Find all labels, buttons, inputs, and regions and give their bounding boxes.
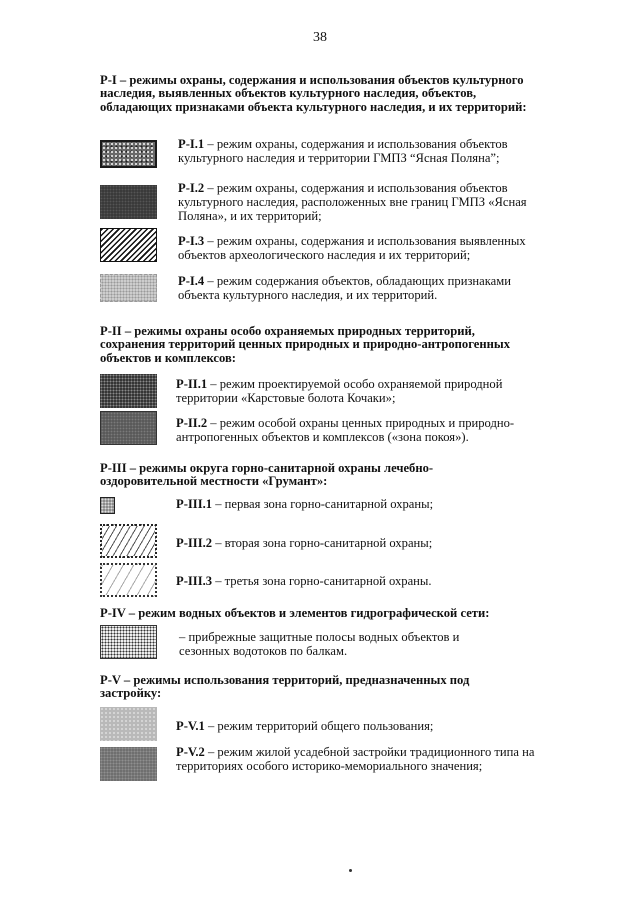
legend-description: – режим жилой усадебной застройки традиционного типа на территориях особого историко-мемориального значения; <box>176 745 535 773</box>
section-heading-r1: Р-I – режимы охраны, содержания и использования объектов культурного наследия, выявленных объектов культурного наследия, объектов, обладающих признаками объекта культурного наследия, и их территорий: <box>100 73 527 114</box>
legend-text-r1-3 <box>178 234 550 262</box>
page-number: 38 <box>313 30 327 45</box>
legend-description: – режим охраны, содержания и использования объектов культурного наследия, расположенных вне границ ГМПЗ «Ясная Поляна», и их территорий; <box>178 181 527 223</box>
legend-description: – прибрежные защитные полосы водных объектов и сезонных водотоков по балкам. <box>179 630 460 658</box>
legend-swatch-r2-1 <box>100 374 157 408</box>
section-heading-r3: Р-III – режимы округа горно-санитарной охраны лечебно-оздоровительной местности «Грумант»: <box>100 461 434 489</box>
legend-text-r2-1 <box>176 377 536 405</box>
legend-text-r5-1 <box>176 719 546 733</box>
legend-text-r3-1 <box>176 497 546 511</box>
legend-text-r1-2 <box>178 181 538 223</box>
legend-swatch-r1-4 <box>100 274 157 302</box>
legend-text-r2-2 <box>176 416 536 444</box>
legend-code: Р-I.4 <box>178 274 205 288</box>
legend-item-r1-1 <box>100 137 550 187</box>
legend-swatch-r3-2 <box>100 524 157 558</box>
legend-code: Р-I.2 <box>178 181 205 195</box>
legend-item-r1-4 <box>100 274 550 324</box>
legend-code: Р-III.2 <box>176 536 213 550</box>
section-heading-r5: Р-V – режимы использования территорий, предназначенных под застройку: <box>100 673 470 701</box>
legend-description: – третья зона горно-санитарной охраны. <box>212 574 432 588</box>
legend-text-r5-2 <box>176 745 536 773</box>
legend-description: – режим охраны, содержания и использования выявленных объектов археологического наследия и их территорий; <box>178 234 526 262</box>
legend-description: – вторая зона горно-санитарной охраны; <box>212 536 433 550</box>
legend-code: Р-I.1 <box>178 137 205 151</box>
legend-code: Р-III.3 <box>176 574 213 588</box>
legend-text-r1-4 <box>178 274 550 302</box>
legend-item-r5-2 <box>100 745 550 795</box>
legend-description: – режим проектируемой особо охраняемой природной территории «Карстовые болота Кочаки»; <box>176 377 503 405</box>
legend-text-r3-3 <box>176 574 546 588</box>
legend-swatch-r3-3 <box>100 563 157 597</box>
legend-text-r4-1 <box>179 630 464 658</box>
legend-item-r1-2 <box>100 181 550 231</box>
legend-description: – режим особой охраны ценных природных и природно-антропогенных объектов и комплексов («зона покоя»). <box>176 416 515 444</box>
legend-swatch-r4-1 <box>100 625 157 659</box>
legend-swatch-r5-2 <box>100 747 157 781</box>
legend-swatch-r1-1 <box>100 140 157 168</box>
section-heading-r2: Р-II – режимы охраны особо охраняемых природных территорий, сохранения территорий ценных природных и природно-антропогенных объектов и комплексов: <box>100 324 511 365</box>
legend-swatch-r1-3 <box>100 228 157 262</box>
legend-swatch-r2-2 <box>100 411 157 445</box>
legend-swatch-r1-2 <box>100 185 157 219</box>
legend-description: – первая зона горно-санитарной охраны; <box>212 497 434 511</box>
legend-code: Р-V.1 <box>176 719 205 733</box>
legend-item-r2-2 <box>100 411 550 461</box>
legend-code: Р-III.1 <box>176 497 213 511</box>
legend-description: – режим содержания объектов, обладающих признаками объекта культурного наследия, и их территорий. <box>178 274 511 302</box>
section-heading-r4: Р-IV – режим водных объектов и элементов гидрографической сети: <box>100 606 490 620</box>
legend-swatch-r3-1 <box>100 497 115 514</box>
legend-description: – режим территорий общего пользования; <box>204 719 434 733</box>
legend-swatch-r5-1 <box>100 707 157 741</box>
legend-code: Р-II.2 <box>176 416 208 430</box>
legend-item-r4-1 <box>100 625 550 675</box>
scan-dot <box>349 869 352 872</box>
legend-code: Р-V.2 <box>176 745 205 759</box>
legend-code: Р-I.3 <box>178 234 205 248</box>
legend-text-r1-1 <box>178 137 548 165</box>
legend-code: Р-II.1 <box>176 377 208 391</box>
legend-description: – режим охраны, содержания и использования объектов культурного наследия и территории ГМПЗ “Ясная Поляна”; <box>178 137 508 165</box>
legend-text-r3-2 <box>176 536 546 550</box>
